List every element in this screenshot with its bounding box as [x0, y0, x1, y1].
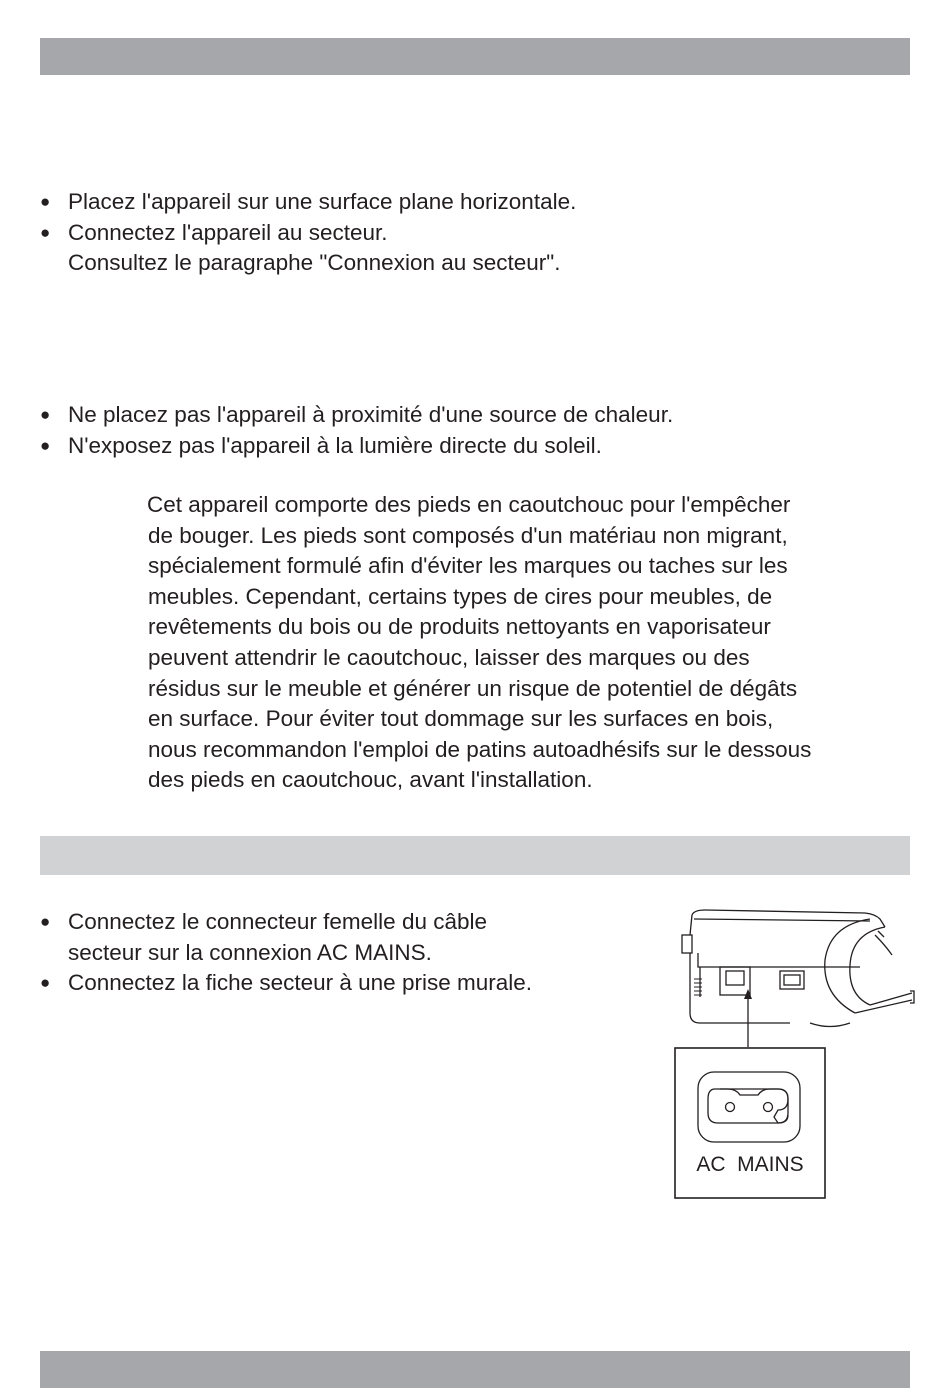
list-item-continuation: secteur sur la connexion AC MAINS. [68, 939, 432, 965]
connection-list [40, 907, 532, 999]
section-bar [40, 836, 910, 875]
list-item-continuation: Consultez le paragraphe "Connexion au secteur". [68, 250, 561, 275]
list-item: ● N'exposez pas l'appareil à la lumière directe du soleil. [40, 431, 673, 462]
header-bar [40, 38, 910, 75]
placement-list [40, 187, 576, 279]
ac-mains-figure [670, 905, 915, 1205]
list-item: ● Connectez l'appareil au secteur. Consultez le paragraphe "Connexion au secteur". [40, 218, 576, 279]
footer-bar [40, 1351, 910, 1388]
rubber-feet-note: Cet appareil comporte des pieds en caoutchouc pour l'empêcher de bouger. Les pieds sont composés d'un matériau non migrant, spécialement formulé afin d'éviter les marques ou taches sur les meubles. Cependant, certains types de cires pour meubles, de revêtements du bois ou de produits nettoyants en vaporisateur peuvent attendrir le caoutchouc, laisser des marques ou des résidus sur le meuble et générer un risque de potentiel de dégâts en surface. Pour éviter tout dommage sur les surfaces en bois, nous recommandon l'emploi de patins autoadhésifs sur le dessous des pieds en caoutchouc, avant l'installation. [147, 492, 812, 793]
list-item: ● Connectez le connecteur femelle du câble secteur sur la connexion AC MAINS. [40, 907, 532, 968]
ac-mains-label: AC MAINS [696, 1153, 804, 1176]
device-rear-illustration [682, 910, 914, 1027]
list-item: ● Ne placez pas l'appareil à proximité d'une source de chaleur. [40, 400, 673, 431]
precautions-list [40, 400, 673, 461]
list-item: ● Placez l'appareil sur une surface plane horizontale. [40, 187, 576, 218]
list-item: ● Connectez la fiche secteur à une prise murale. [40, 968, 532, 999]
ac-mains-socket-icon [698, 1072, 800, 1142]
